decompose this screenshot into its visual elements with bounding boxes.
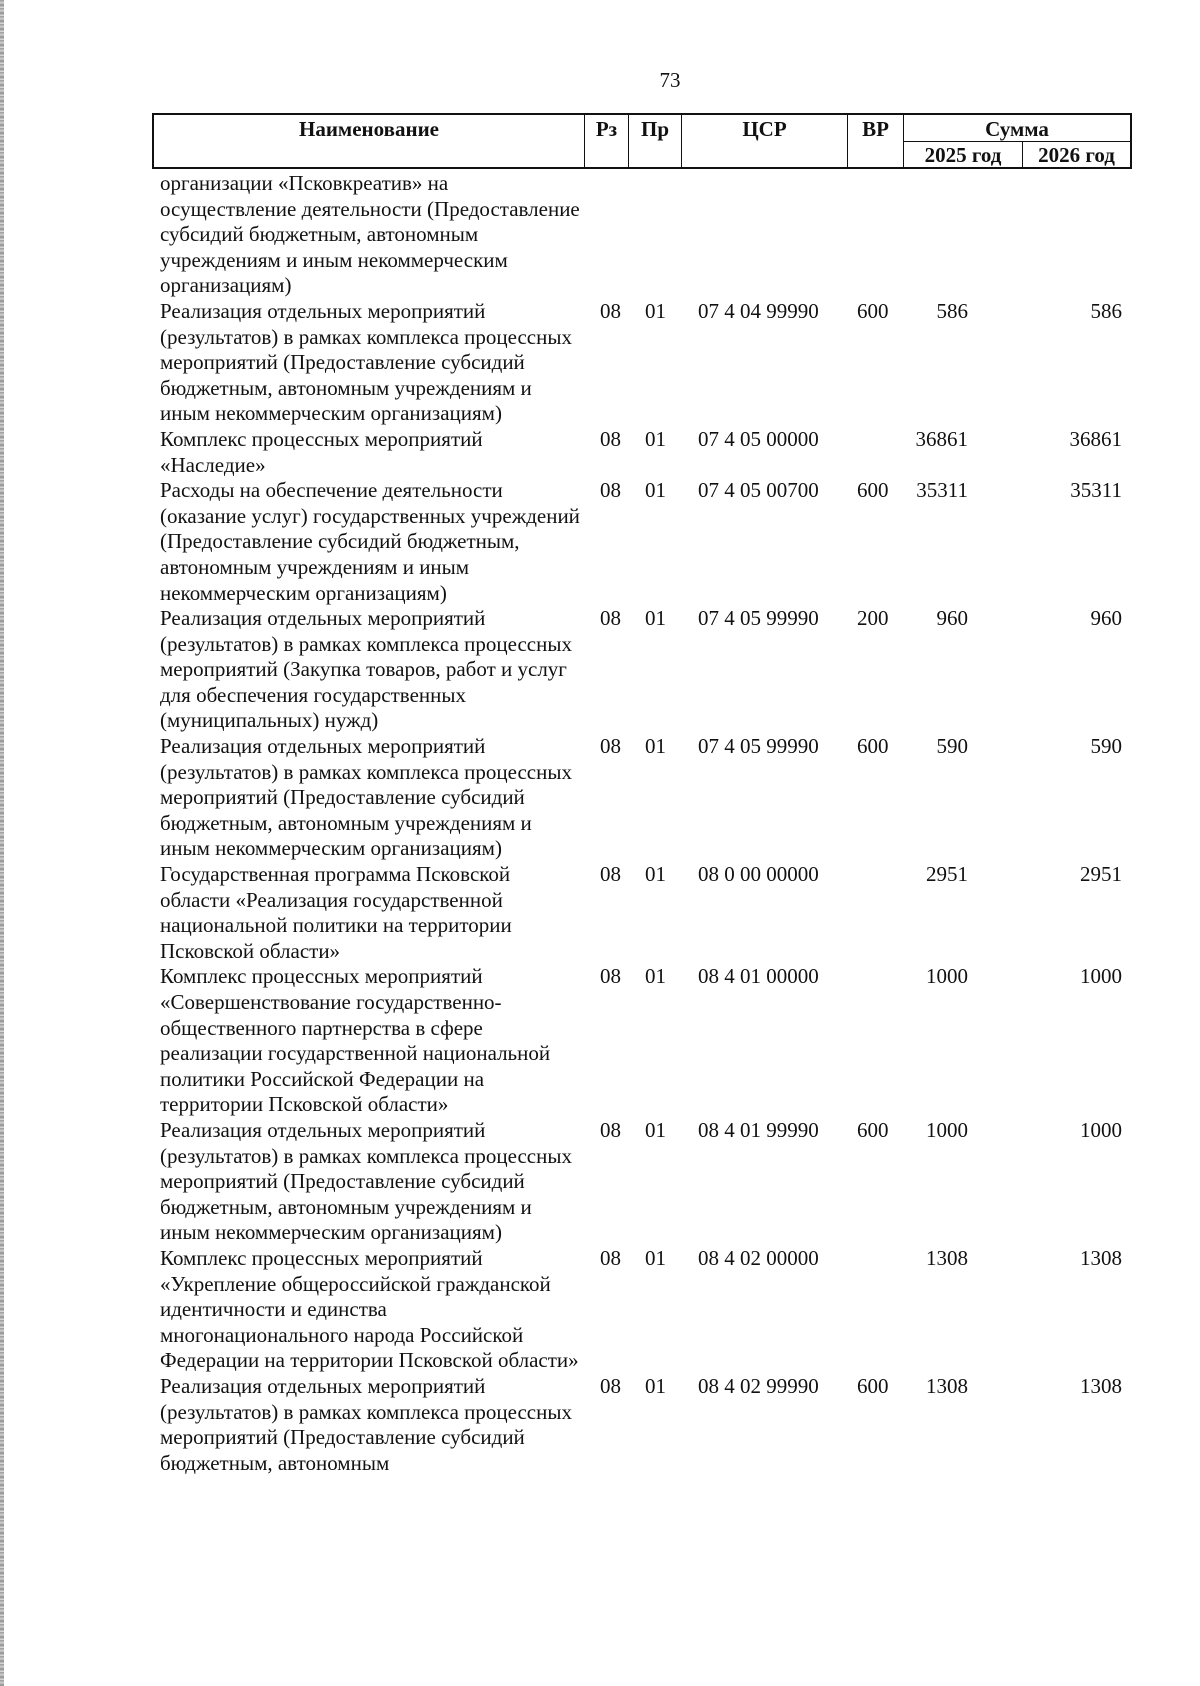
row-sum-2026: 1308 bbox=[1080, 1373, 1122, 1398]
row-pr: 01 bbox=[645, 1245, 666, 1270]
row-csr: 07 4 05 00700 bbox=[698, 478, 819, 503]
row-csr: 08 4 01 00000 bbox=[698, 964, 819, 989]
row-rz: 08 bbox=[600, 426, 621, 451]
row-vr: 600 bbox=[857, 734, 889, 759]
table-row bbox=[160, 1374, 1130, 1476]
row-csr: 07 4 05 99990 bbox=[698, 734, 819, 759]
row-rz: 08 bbox=[600, 1245, 621, 1270]
table-row bbox=[160, 606, 1130, 734]
row-vr: 600 bbox=[857, 298, 889, 323]
row-sum-2026: 36861 bbox=[1069, 426, 1122, 451]
header-vr: ВР bbox=[862, 117, 889, 141]
row-pr: 01 bbox=[645, 298, 666, 323]
scan-edge bbox=[0, 0, 4, 1686]
table-row bbox=[160, 964, 1130, 1118]
row-rz: 08 bbox=[600, 1117, 621, 1142]
row-rz: 08 bbox=[600, 478, 621, 503]
row-csr: 08 4 02 99990 bbox=[698, 1373, 819, 1398]
header-name: Наименование bbox=[299, 117, 439, 141]
header-csr: ЦСР bbox=[742, 117, 787, 141]
row-pr: 01 bbox=[645, 1373, 666, 1398]
row-sum-2026: 960 bbox=[1090, 606, 1122, 631]
table-row bbox=[160, 478, 1130, 606]
row-rz: 08 bbox=[600, 298, 621, 323]
row-rz: 08 bbox=[600, 862, 621, 887]
row-csr: 08 0 00 00000 bbox=[698, 862, 819, 887]
row-name: Реализация отдельных мероприятий (результатов) в рамках комплекса процессных мероприятий (Закупка товаров, работ и услуг для обеспечения государственных (муниципальных) нужд) bbox=[160, 606, 572, 733]
table-row bbox=[160, 862, 1130, 964]
row-sum-2025: 586 bbox=[936, 298, 968, 323]
header-year-2025: 2025 год bbox=[924, 143, 1002, 167]
row-name: Реализация отдельных мероприятий (результатов) в рамках комплекса процессных мероприятий (Предоставление субсидий бюджетным, автономным учреждениям и иным некоммерческим организациям) bbox=[160, 1117, 572, 1245]
row-name: Реализация отдельных мероприятий (результатов) в рамках комплекса процессных мероприятий (Предоставление субсидий бюджетным, автономным учреждениям и иным некоммерческим организациям) bbox=[160, 734, 572, 861]
row-rz: 08 bbox=[600, 1373, 621, 1398]
row-sum-2025: 1308 bbox=[926, 1373, 968, 1398]
page-number: 73 bbox=[659, 68, 681, 92]
row-name: Комплекс процессных мероприятий «Наследие» bbox=[160, 426, 483, 477]
row-vr: 600 bbox=[857, 1117, 889, 1142]
header-divider bbox=[903, 141, 1130, 142]
row-name: Реализация отдельных мероприятий (результатов) в рамках комплекса процессных мероприятий (Предоставление субсидий бюджетным, автономным учреждениям и иным некоммерческим организациям) bbox=[160, 298, 572, 426]
table-row bbox=[160, 1118, 1130, 1246]
row-vr: 600 bbox=[857, 478, 889, 503]
row-pr: 01 bbox=[645, 426, 666, 451]
row-vr: 600 bbox=[857, 1373, 889, 1398]
row-name: Государственная программа Псковской области «Реализация государственной национальной политики на территории Псковской области» bbox=[160, 862, 512, 963]
row-sum-2026: 1000 bbox=[1080, 964, 1122, 989]
row-pr: 01 bbox=[645, 1117, 666, 1142]
row-csr: 07 4 04 99990 bbox=[698, 298, 819, 323]
row-csr: 07 4 05 00000 bbox=[698, 426, 819, 451]
table-body bbox=[160, 171, 1130, 1476]
row-sum-2025: 36861 bbox=[915, 426, 968, 451]
row-sum-2025: 590 bbox=[936, 734, 968, 759]
row-sum-2025: 1000 bbox=[926, 964, 968, 989]
row-rz: 08 bbox=[600, 734, 621, 759]
row-pr: 01 bbox=[645, 862, 666, 887]
row-rz: 08 bbox=[600, 606, 621, 631]
row-csr: 07 4 05 99990 bbox=[698, 606, 819, 631]
row-pr: 01 bbox=[645, 964, 666, 989]
row-sum-2025: 35311 bbox=[916, 478, 968, 503]
row-sum-2026: 590 bbox=[1090, 734, 1122, 759]
row-pr: 01 bbox=[645, 478, 666, 503]
row-name: организации «Псковкреатив» на осуществление деятельности (Предоставление субсидий бюджетным, автономным учреждениям и иным некоммерческим организациям) bbox=[160, 171, 580, 298]
row-sum-2026: 1000 bbox=[1080, 1117, 1122, 1142]
row-sum-2025: 1308 bbox=[926, 1245, 968, 1270]
row-sum-2026: 2951 bbox=[1080, 862, 1122, 887]
row-sum-2026: 586 bbox=[1090, 298, 1122, 323]
row-name: Расходы на обеспечение деятельности (оказание услуг) государственных учреждений (Предоставление субсидий бюджетным, автономным учреждениям и иным некоммерческим организациям) bbox=[160, 478, 580, 605]
row-sum-2025: 960 bbox=[936, 606, 968, 631]
table-row bbox=[160, 171, 1130, 299]
table-row bbox=[160, 734, 1130, 862]
row-pr: 01 bbox=[645, 734, 666, 759]
row-rz: 08 bbox=[600, 964, 621, 989]
header-rz: Рз bbox=[595, 117, 618, 141]
row-pr: 01 bbox=[645, 606, 666, 631]
row-sum-2026: 1308 bbox=[1080, 1245, 1122, 1270]
row-name: Комплекс процессных мероприятий «Совершенствование государственно-общественного партнерства в сфере реализации государственной национальной политики Российской Федерации на территории Псковской области» bbox=[160, 964, 551, 1117]
header-year-2026: 2026 год bbox=[1038, 143, 1115, 167]
table-row bbox=[160, 1246, 1130, 1374]
header-sum: Сумма bbox=[985, 117, 1049, 141]
table-row bbox=[160, 299, 1130, 427]
table-header bbox=[152, 113, 1132, 169]
header-pr: Пр bbox=[640, 117, 669, 141]
row-csr: 08 4 01 99990 bbox=[698, 1117, 819, 1142]
table-row bbox=[160, 427, 1130, 478]
row-sum-2025: 2951 bbox=[926, 862, 968, 887]
row-name: Реализация отдельных мероприятий (результатов) в рамках комплекса процессных мероприятий (Предоставление субсидий бюджетным, автономным bbox=[160, 1373, 572, 1475]
row-vr: 200 bbox=[857, 606, 889, 631]
row-sum-2025: 1000 bbox=[926, 1117, 968, 1142]
row-name: Комплекс процессных мероприятий «Укрепление общероссийской гражданской идентичности и единства многонационального народа Российской Федерации на территории Псковской области» bbox=[160, 1245, 579, 1373]
row-csr: 08 4 02 00000 bbox=[698, 1245, 819, 1270]
row-sum-2026: 35311 bbox=[1070, 478, 1122, 503]
